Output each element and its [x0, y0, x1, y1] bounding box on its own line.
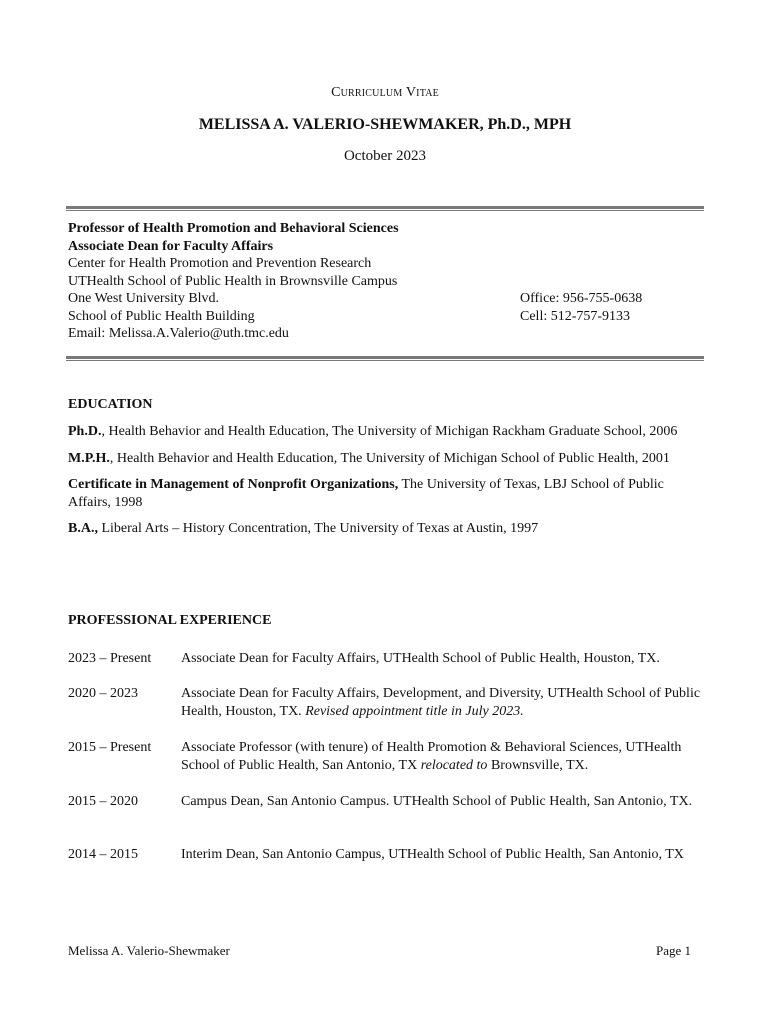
cell-phone: Cell: 512-757-9133 — [520, 308, 631, 324]
experience-years: 2023 – Present — [68, 651, 152, 666]
experience-years: 2015 – 2020 — [68, 794, 138, 809]
email-address: Email: Melissa.A.Valerio@uth.tmc.edu — [68, 326, 289, 341]
education-item — [68, 450, 704, 468]
experience-description: Associate Dean for Faculty Affairs, Development, and Diversity, UTHealth School of Public Health, Houston, TX. Revised appointment title in July 2023. — [181, 686, 701, 719]
experience-years: 2015 – Present — [68, 740, 152, 755]
degree-detail: , Health Behavior and Health Education, The University of Michigan Rackham Graduate School, 2006 — [101, 424, 678, 439]
education-heading: EDUCATION — [68, 397, 153, 412]
center-name: Center for Health Promotion and Prevention Research — [68, 256, 372, 271]
education-list — [68, 423, 704, 547]
experience-description: Associate Dean for Faculty Affairs, UTHealth School of Public Health, Houston, TX. — [181, 651, 660, 666]
footer-author: Melissa A. Valerio-Shewmaker — [68, 943, 230, 958]
experience-years: 2014 – 2015 — [68, 847, 138, 862]
education-item — [68, 476, 704, 511]
experience-description: Associate Professor (with tenure) of Health Promotion & Behavioral Sciences, UTHealth School of Public Health, San Antonio, TX relocated to Brownsville, TX. — [181, 740, 682, 773]
degree-detail: , Health Behavior and Health Education, The University of Michigan School of Public Health, 2001 — [109, 450, 670, 466]
campus-name: UTHealth School of Public Health in Brownsville Campus — [68, 273, 398, 289]
experience-heading: PROFESSIONAL EXPERIENCE — [68, 613, 272, 628]
candidate-name: MELISSA A. VALERIO-SHEWMAKER, Ph.D., MPH — [198, 116, 572, 133]
office-phone: Office: 956-755-0638 — [520, 291, 643, 306]
experience-years: 2020 – 2023 — [68, 686, 138, 701]
page-number: Page 1 — [656, 943, 692, 958]
position-title-1: Professor of Health Promotion and Behavioral Sciences — [68, 221, 399, 236]
street-address: One West University Blvd. — [68, 291, 220, 306]
degree-name: B.A., — [68, 521, 98, 536]
building-name: School of Public Health Building — [68, 308, 255, 324]
position-title-2: Associate Dean for Faculty Affairs — [68, 238, 274, 254]
bottom-divider — [66, 356, 704, 361]
degree-detail: Liberal Arts – History Concentration, The University of Texas at Austin, 1997 — [97, 521, 539, 536]
document-title: Curriculum Vitae — [331, 85, 439, 100]
degree-name: M.P.H. — [68, 450, 110, 466]
degree-name: Ph.D. — [68, 424, 102, 439]
education-item — [68, 520, 704, 538]
phone-block — [520, 290, 642, 325]
degree-detail: The University of Texas, LBJ School of Public Affairs, 1998 — [68, 477, 664, 510]
document-date: October 2023 — [343, 148, 427, 164]
experience-description: Campus Dean, San Antonio Campus. UTHealth School of Public Health, San Antonio, TX. — [181, 794, 693, 809]
education-item — [68, 423, 704, 441]
degree-name: Certificate in Management of Nonprofit Organizations, — [68, 477, 399, 492]
top-divider — [66, 206, 704, 211]
experience-description: Interim Dean, San Antonio Campus, UTHealth School of Public Health, San Antonio, TX — [181, 847, 684, 862]
